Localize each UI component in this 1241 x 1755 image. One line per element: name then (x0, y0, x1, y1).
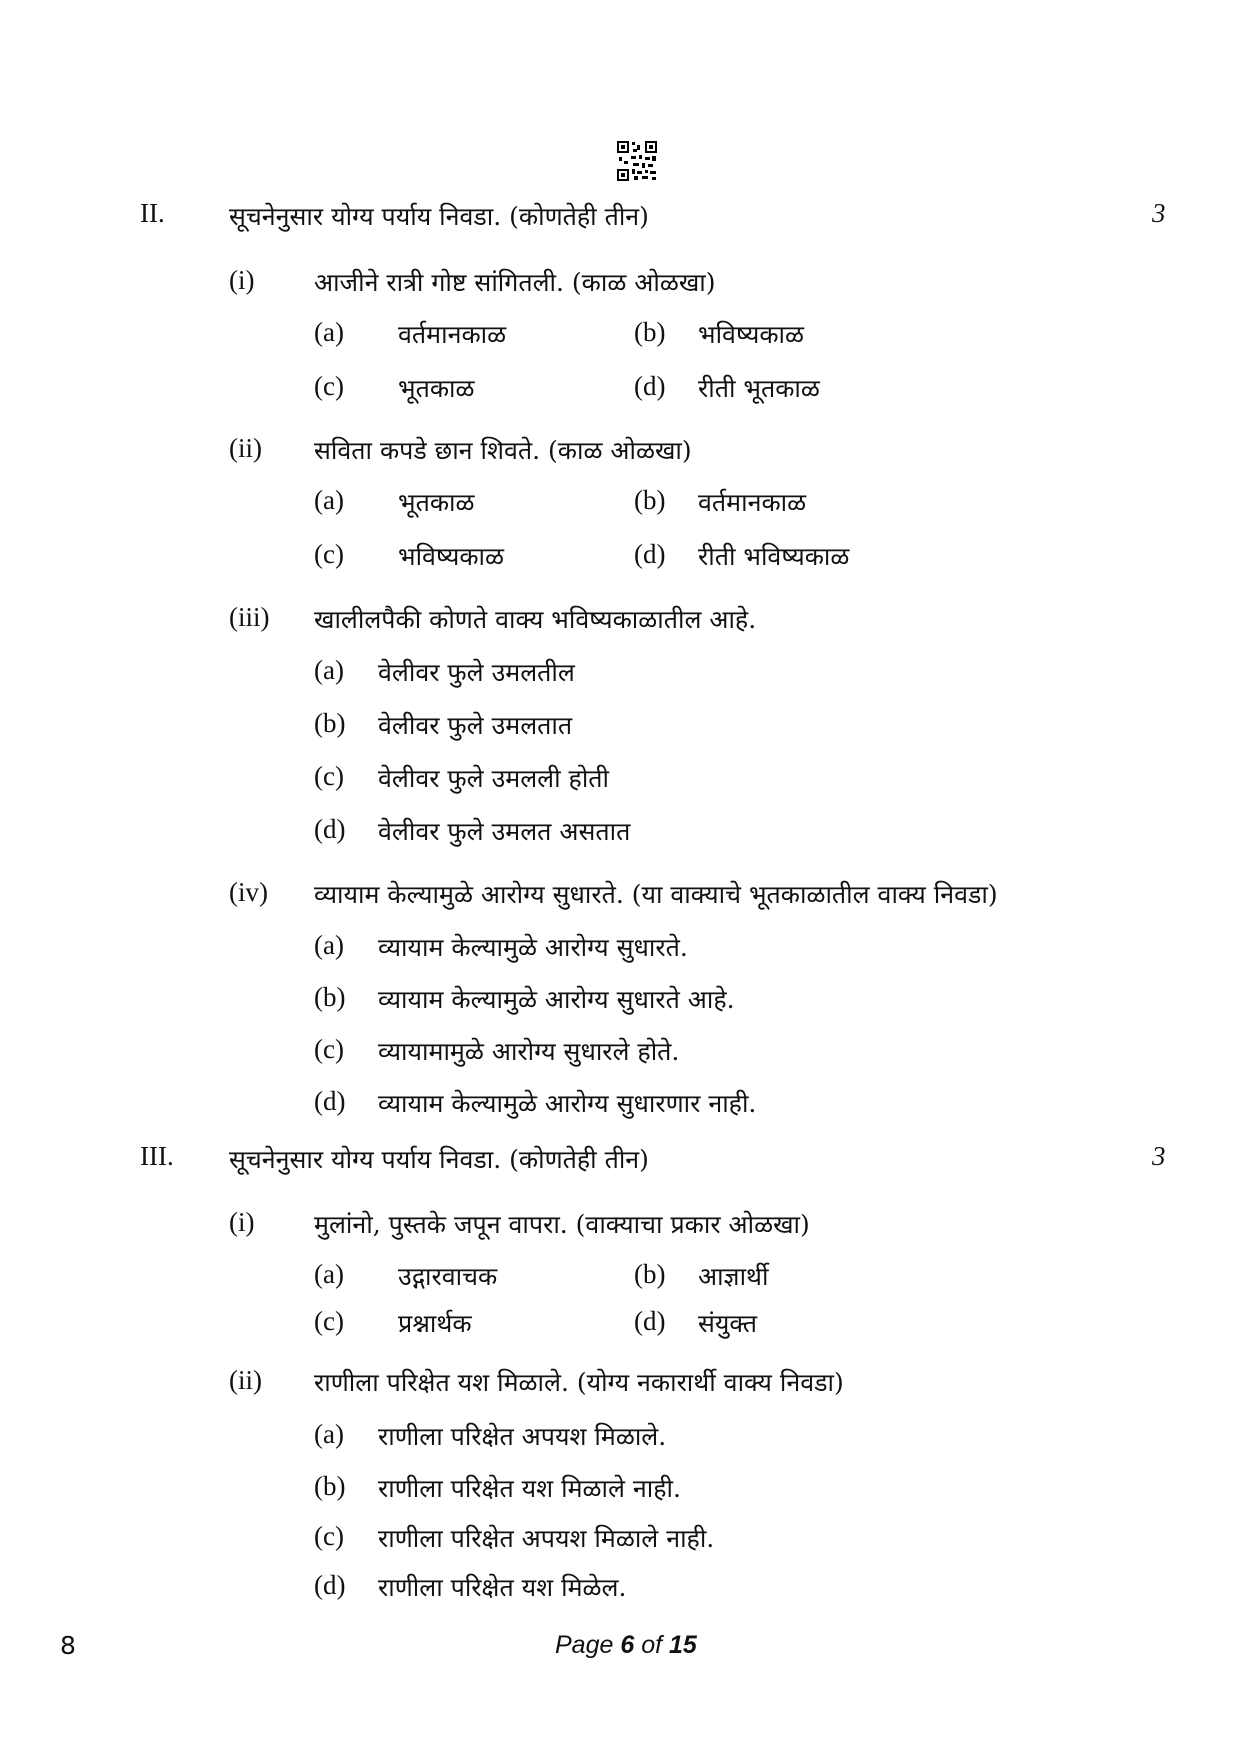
option-label: (c) (314, 371, 344, 401)
question-number: (iii) (229, 602, 270, 632)
question-number: (iv) (229, 877, 268, 907)
page-of-word: of (641, 1631, 663, 1659)
section-title: सूचनेनुसार योग्य पर्याय निवडा. (कोणतेही तीन) (229, 1145, 649, 1174)
option-text: राणीला परिक्षेत यश मिळाले नाही. (378, 1474, 681, 1503)
option-text: प्रश्नार्थक (398, 1309, 472, 1338)
section-marks: 3 (1152, 198, 1166, 228)
option-label: (b) (314, 708, 346, 738)
option-label: (c) (314, 1306, 344, 1336)
option-text: व्यायाम केल्यामुळे आरोग्य सुधारते. (378, 933, 688, 962)
section-title: सूचनेनुसार योग्य पर्याय निवडा. (कोणतेही तीन) (229, 202, 649, 231)
page-word: Page (555, 1631, 614, 1659)
option-text: वर्तमानकाळ (398, 320, 507, 349)
option-text: भविष्यकाळ (698, 320, 805, 349)
option-text: व्यायाम केल्यामुळे आरोग्य सुधारते आहे. (378, 985, 735, 1014)
option-label: (d) (314, 814, 346, 844)
paper-code: 8 (60, 1631, 76, 1660)
option-text: भूतकाळ (398, 488, 475, 517)
option-label: (d) (314, 1086, 346, 1116)
option-text: संयुक्त (698, 1309, 758, 1338)
page-number (555, 1631, 697, 1660)
option-label: (d) (314, 1570, 346, 1600)
option-label: (b) (634, 1259, 666, 1289)
option-text: राणीला परिक्षेत यश मिळेल. (378, 1573, 627, 1602)
option-label: (d) (634, 371, 666, 401)
option-text: रीती भविष्यकाळ (698, 542, 850, 571)
question-text: खालीलपैकी कोणते वाक्य भविष्यकाळातील आहे. (314, 605, 757, 634)
option-text: वेलीवर फुले उमलली होती (378, 764, 610, 793)
option-text: आज्ञार्थी (698, 1262, 769, 1291)
question-text: राणीला परिक्षेत यश मिळाले. (योग्य नकारार्थी वाक्य निवडा) (314, 1368, 844, 1397)
question-number: (ii) (229, 433, 262, 463)
option-text: वर्तमानकाळ (698, 488, 807, 517)
option-text: वेलीवर फुले उमलत असतात (378, 817, 631, 846)
option-label: (a) (314, 317, 344, 347)
option-text: भविष्यकाळ (398, 542, 505, 571)
option-label: (b) (634, 485, 666, 515)
question-text: आजीने रात्री गोष्ट सांगितली. (काळ ओळखा) (314, 268, 716, 297)
option-text: व्यायाम केल्यामुळे आरोग्य सुधारणार नाही. (378, 1089, 757, 1118)
qr-code-icon (617, 141, 657, 181)
section-number: II. (140, 198, 165, 228)
option-label: (d) (634, 1306, 666, 1336)
option-text: राणीला परिक्षेत अपयश मिळाले नाही. (378, 1524, 715, 1553)
option-label: (a) (314, 1259, 344, 1289)
question-text: मुलांनो, पुस्तके जपून वापरा. (वाक्याचा प्रकार ओळखा) (314, 1210, 810, 1239)
option-label: (a) (314, 485, 344, 515)
option-text: वेलीवर फुले उमलतील (378, 658, 575, 687)
option-text: वेलीवर फुले उमलतात (378, 711, 573, 740)
option-text: व्यायामामुळे आरोग्य सुधारले होते. (378, 1037, 680, 1066)
section-marks: 3 (1152, 1141, 1166, 1171)
question-number: (ii) (229, 1365, 262, 1395)
page-current: 6 (620, 1631, 635, 1659)
option-label: (d) (634, 539, 666, 569)
option-label: (c) (314, 539, 344, 569)
page-total: 15 (669, 1631, 697, 1659)
option-label: (c) (314, 1521, 344, 1551)
question-text: व्यायाम केल्यामुळे आरोग्य सुधारते. (या वाक्याचे भूतकाळातील वाक्य निवडा) (314, 880, 998, 909)
option-text: उद्गारवाचक (398, 1262, 498, 1291)
question-number: (i) (229, 1207, 255, 1237)
option-text: राणीला परिक्षेत अपयश मिळाले. (378, 1422, 667, 1451)
option-label: (a) (314, 655, 344, 685)
question-number: (i) (229, 265, 255, 295)
section-number: III. (140, 1141, 174, 1171)
question-text: सविता कपडे छान शिवते. (काळ ओळखा) (314, 436, 692, 465)
option-label: (b) (314, 982, 346, 1012)
option-label: (a) (314, 930, 344, 960)
option-label: (b) (634, 317, 666, 347)
option-text: रीती भूतकाळ (698, 374, 820, 403)
option-label: (c) (314, 1034, 344, 1064)
option-text: भूतकाळ (398, 374, 475, 403)
option-label: (b) (314, 1471, 346, 1501)
option-label: (a) (314, 1419, 344, 1449)
option-label: (c) (314, 761, 344, 791)
